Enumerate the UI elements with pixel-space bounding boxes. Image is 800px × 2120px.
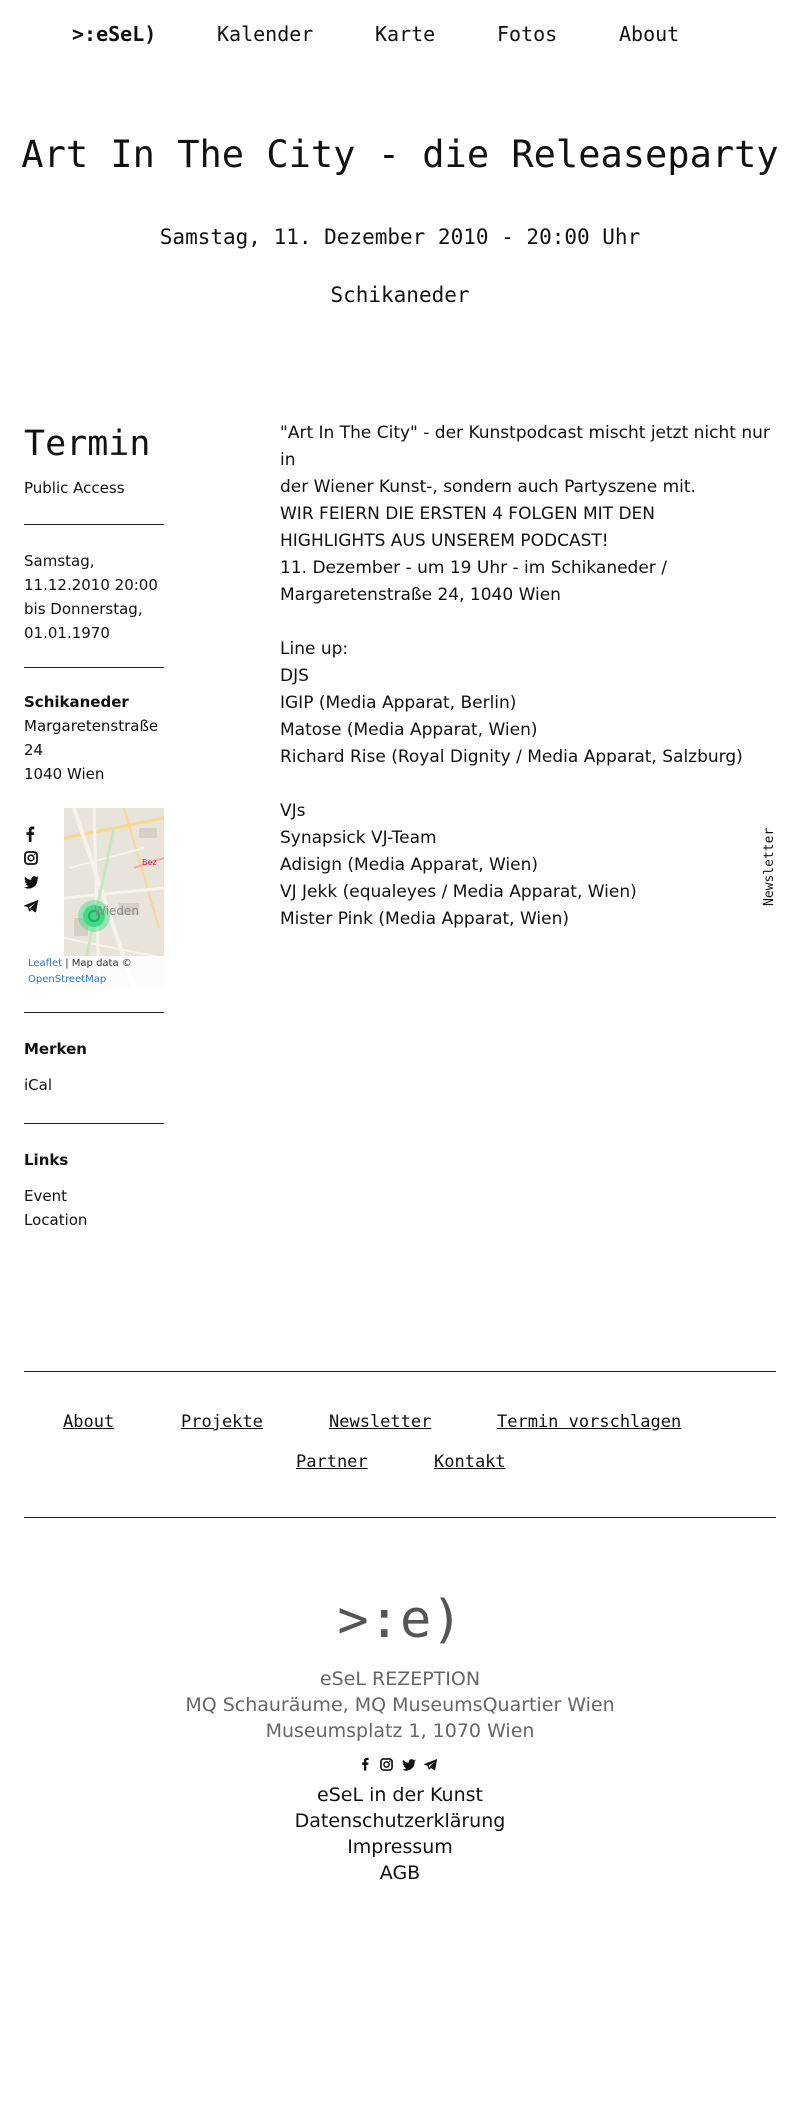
openstreetmap-link[interactable]: OpenStreetMap xyxy=(28,974,107,985)
twitter-icon[interactable] xyxy=(402,1756,416,1775)
footer-link-partner[interactable]: Partner xyxy=(296,1452,368,1472)
footer-link-newsletter[interactable]: Newsletter xyxy=(329,1412,432,1432)
top-navigation xyxy=(0,22,800,52)
text-line: IGIP (Media Apparat, Berlin) xyxy=(280,693,517,713)
date-line: bis Donnerstag, xyxy=(24,600,143,618)
site-logo[interactable]: >:eSeL) xyxy=(72,22,157,46)
text-line: Margaretenstraße 24, 1040 Wien xyxy=(280,585,561,605)
date-line: 11.12.2010 20:00 xyxy=(24,576,158,594)
footer-link-termin-vorschlagen[interactable]: Termin vorschlagen xyxy=(497,1412,682,1432)
address-line: Museumsplatz 1, 1070 Wien xyxy=(265,1720,535,1742)
text-line: Adisign (Media Apparat, Wien) xyxy=(280,855,539,875)
footer-link-impressum[interactable]: Impressum xyxy=(347,1836,453,1858)
text-line: DJS xyxy=(280,666,309,686)
leaflet-link[interactable]: Leaflet xyxy=(28,958,63,969)
text-line: HIGHLIGHTS AUS UNSEREM PODCAST! xyxy=(280,531,609,551)
footer-divider xyxy=(24,1371,776,1372)
access-label: Public Access xyxy=(24,479,125,497)
newsletter-tab[interactable] xyxy=(762,826,776,906)
event-description xyxy=(280,420,780,933)
telegram-icon[interactable] xyxy=(24,898,40,922)
nav-item-fotos[interactable]: Fotos xyxy=(497,22,558,46)
text-line: Richard Rise (Royal Dignity / Media Apparat, Salzburg) xyxy=(280,747,743,767)
text-line: "Art In The City" - der Kunstpodcast mischt jetzt nicht nur in xyxy=(280,423,770,470)
text-line: 11. Dezember - um 19 Uhr - im Schikaneder / xyxy=(280,558,667,578)
text-line: VJ Jekk (equaleyes / Media Apparat, Wien) xyxy=(280,882,637,902)
text-line: der Wiener Kunst-, sondern auch Partyszene mit. xyxy=(280,477,696,497)
footer-divider xyxy=(24,1517,776,1518)
address-line: eSeL REZEPTION xyxy=(319,1668,481,1690)
footer-link-esel-in-der-kunst[interactable]: eSeL in der Kunst xyxy=(317,1784,483,1806)
address-line: MQ Schauräume, MQ MuseumsQuartier Wien xyxy=(185,1694,615,1716)
address-line: 24 xyxy=(24,741,44,759)
location-link[interactable]: Location xyxy=(24,1211,88,1229)
divider xyxy=(24,667,164,668)
nav-item-kalender[interactable]: Kalender xyxy=(217,22,314,46)
newsletter-tab-label: Newsletter xyxy=(762,827,777,906)
divider xyxy=(24,1012,164,1013)
footer-link-datenschutz[interactable]: Datenschutzerklärung xyxy=(294,1810,506,1832)
sidebar-actions xyxy=(24,1012,164,1232)
share-icons xyxy=(24,826,44,922)
footer-links xyxy=(0,1782,800,1886)
footer-social-icons xyxy=(356,1756,446,1774)
divider xyxy=(24,524,164,525)
instagram-icon[interactable] xyxy=(24,850,40,874)
venue-name: Schikaneder xyxy=(24,693,129,711)
footer-link-agb[interactable]: AGB xyxy=(379,1862,421,1884)
text-line: WIR FEIERN DIE ERSTEN 4 FOLGEN MIT DEN xyxy=(280,504,655,524)
map-data-text: | Map data © xyxy=(62,958,132,969)
text-line: VJs xyxy=(280,801,306,821)
footer-address xyxy=(0,1666,800,1744)
termin-sidebar xyxy=(24,422,164,786)
text-line: Line up: xyxy=(280,639,349,659)
address-line: 1040 Wien xyxy=(24,765,105,783)
event-datetime: Samstag, 11. Dezember 2010 - 20:00 Uhr xyxy=(159,225,641,249)
instagram-icon[interactable] xyxy=(380,1756,393,1775)
facebook-icon[interactable] xyxy=(24,826,40,850)
footer-link-projekte[interactable]: Projekte xyxy=(181,1412,263,1432)
date-line: 01.01.1970 xyxy=(24,624,110,642)
twitter-icon[interactable] xyxy=(24,874,40,898)
footer-link-about[interactable]: About xyxy=(63,1412,115,1432)
footer-logo: >:e) xyxy=(337,1590,463,1650)
footer-link-kontakt[interactable]: Kontakt xyxy=(434,1452,506,1472)
ical-link[interactable]: iCal xyxy=(24,1076,53,1094)
map-attribution xyxy=(24,956,164,988)
merken-heading: Merken xyxy=(24,1040,87,1058)
event-link[interactable]: Event xyxy=(24,1187,67,1205)
termin-heading: Termin xyxy=(24,424,151,464)
nav-item-about[interactable]: About xyxy=(619,22,680,46)
termin-location xyxy=(24,690,164,786)
termin-dates xyxy=(24,549,164,645)
address-line: Margaretenstraße xyxy=(24,717,159,735)
map-corner-label: Bez xyxy=(142,858,157,867)
text-line: Mister Pink (Media Apparat, Wien) xyxy=(280,909,570,929)
event-venue: Schikaneder xyxy=(330,283,470,307)
date-line: Samstag, xyxy=(24,552,95,570)
facebook-icon[interactable] xyxy=(360,1756,370,1775)
text-line: Synapsick VJ-Team xyxy=(280,828,437,848)
telegram-icon[interactable] xyxy=(424,1756,437,1775)
map-district-label: Wieden xyxy=(94,904,139,918)
links-heading: Links xyxy=(24,1151,69,1169)
text-line: Matose (Media Apparat, Wien) xyxy=(280,720,538,740)
event-title: Art In The City - die Releaseparty xyxy=(21,133,779,176)
divider xyxy=(24,1123,164,1124)
nav-item-karte[interactable]: Karte xyxy=(375,22,436,46)
